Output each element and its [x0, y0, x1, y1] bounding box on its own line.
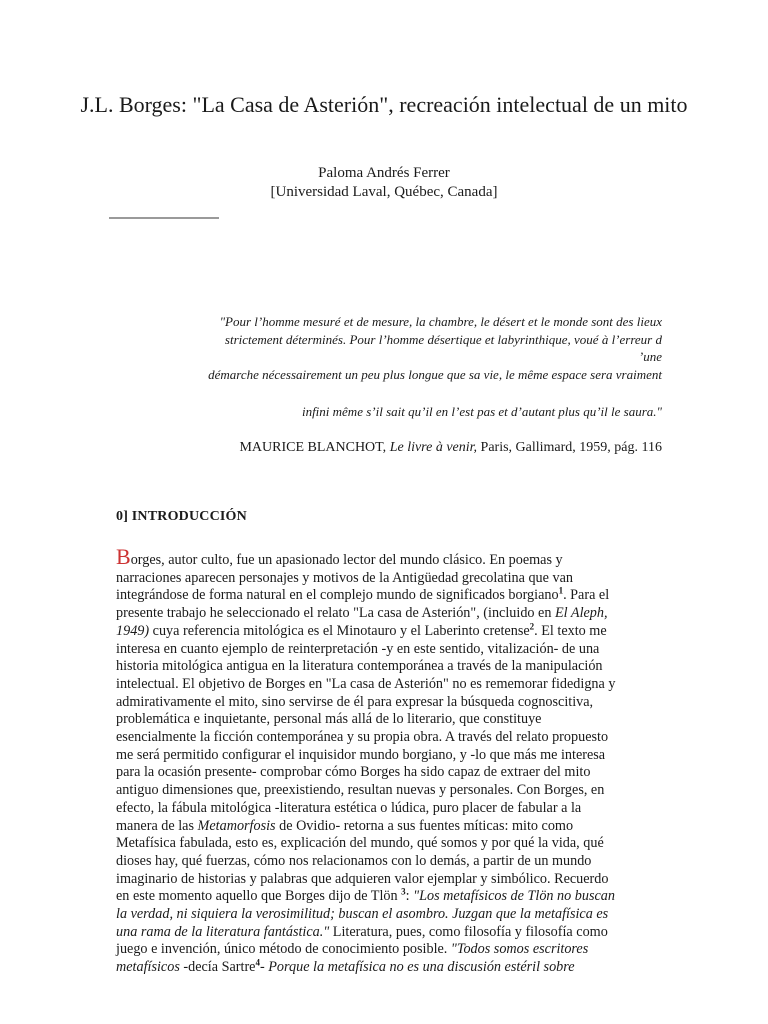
- book-year: 1949): [116, 622, 150, 639]
- epigraph-line: infini même s’il sait qu’il en l’est pas et d’autant plus qu’il le saura.": [301, 404, 662, 419]
- text-segment: orges, autor culto, fue un apasionado lector del mundo clásico. En poemas y: [130, 552, 563, 568]
- book-title: Metamorfosis: [197, 817, 276, 834]
- drop-cap: B: [116, 544, 131, 569]
- text-line: para la ocasión presente- comprobar cómo Borges ha sido capaz de extraer del mito: [116, 764, 591, 781]
- text-line: intelectual. El objetivo de Borges en "La casa de Asterión" no es rememorar fidedigna y: [116, 675, 616, 692]
- text-segment: . El texto me: [534, 622, 607, 639]
- text-line: dioses hay, qué fuerzas, cómo nos relacionamos con lo demás, a partir de un mundo: [116, 852, 592, 869]
- text-line: narraciones aparecen personajes y motivos de la Antigüedad grecolatina que van: [116, 569, 573, 586]
- separator-rule: [109, 217, 219, 219]
- epigraph-line: ’une: [638, 349, 662, 364]
- text-line: [116, 623, 664, 641]
- text-segment: juego e invención, único método de conocimiento posible.: [116, 941, 451, 958]
- footnote-ref-1[interactable]: 1: [558, 585, 564, 596]
- text-line: [116, 941, 664, 959]
- quote-text: "Los metafísicos de Tlön no buscan: [413, 888, 615, 905]
- text-segment: :: [405, 888, 414, 905]
- text-segment: -: [259, 959, 269, 976]
- book-title: El Aleph,: [555, 605, 608, 622]
- text-segment: presente trabajo he seleccionado el relato "La casa de Asterión", (incluido en: [116, 605, 555, 622]
- footnote-ref-3[interactable]: 3: [401, 886, 406, 897]
- text-segment: de Ovidio- retorna a sus fuentes míticas: mito como: [275, 817, 574, 834]
- text-line: [116, 959, 664, 977]
- text-line: [116, 888, 664, 906]
- text-line: historia mitológica antigua en la literatura contemporánea a través de la manipulación: [116, 658, 603, 675]
- text-line: antiguo dimensiones que, preexistiendo, resultan nuevas y personales. Con Borges, en: [116, 782, 605, 799]
- text-line: esencialmente la ficción contemporánea y su propia obra. A través del relato propuesto: [116, 729, 609, 746]
- text-line: [116, 924, 664, 942]
- text-line: [116, 906, 664, 924]
- text-line: problemática e inquietante, personal más allá de lo literario, que constituye: [116, 711, 542, 728]
- source-work: Le livre à venir,: [389, 440, 478, 455]
- text-line: [116, 605, 664, 623]
- text-segment: . Para el: [563, 587, 610, 604]
- text-segment: cuya referencia mitológica es el Minotauro y el Laberinto cretense: [149, 622, 530, 639]
- text-line: imaginario de historias y palabras que adquieren valor ejemplar y simbólico. Recuerdo: [116, 870, 609, 887]
- source-publication: Paris, Gallimard, 1959, pág. 116: [480, 440, 662, 455]
- text-segment: Literatura, pues, como filosofía y filosofía como: [329, 923, 608, 940]
- epigraph-source: [239, 439, 662, 457]
- epigraph-line: "Pour l’homme mesuré et de mesure, la chambre, le désert et le monde sont des lieux: [219, 314, 662, 329]
- text-segment: integrándose de forma natural en el complejo mundo de significados borgiano: [116, 587, 559, 604]
- text-segment: -decía Sartre: [179, 959, 256, 976]
- footnote-ref-2[interactable]: 2: [529, 621, 535, 632]
- text-line: [116, 587, 664, 605]
- epigraph-line: démarche nécessairement un peu plus longue que sa vie, le même espace sera vraiment: [208, 367, 662, 382]
- text-line: interesa en cuanto ejemplo de reinterpretación -y en este sentido, vitalización- de una: [116, 640, 600, 657]
- text-line: [116, 818, 664, 836]
- quote-text: una rama de la literatura fantástica.": [116, 923, 330, 940]
- author-name: Paloma Andrés Ferrer: [318, 165, 450, 181]
- author-affiliation: [Universidad Laval, Québec, Canada]: [270, 184, 498, 200]
- section-heading: 0] INTRODUCCIÓN: [116, 509, 247, 524]
- text-line: admirativamente el mito, sino servirse de él para expresar la búsqueda cognoscitiva,: [116, 693, 594, 710]
- article-title: J.L. Borges: "La Casa de Asterión", recreación intelectual de un mito: [80, 92, 688, 117]
- quote-text: la verdad, ni siquiera la verosimilitud; buscan el asombro. Juzgan que la metafísica es: [116, 906, 609, 923]
- text-segment: en este momento aquello que Borges dijo de Tlön: [116, 888, 402, 905]
- text-line: me será permitido configurar el inquisidor mundo borgiano, y -lo que más me interesa: [116, 746, 606, 763]
- text-line: efecto, la fábula mitológica -literatura estética o lúdica, puro placer de fabular a la: [116, 799, 582, 816]
- text-line: [116, 544, 664, 570]
- source-author: MAURICE BLANCHOT,: [239, 440, 387, 455]
- body-paragraph: [116, 544, 664, 977]
- quote-text: "Todos somos escritores: [450, 941, 589, 958]
- quote-text: Porque la metafísica no es una discusión estéril sobre: [268, 959, 575, 976]
- epigraph-line: strictement déterminés. Pour l’homme désertique et labyrinthique, voué à l’erreur d: [224, 332, 662, 347]
- footnote-ref-4[interactable]: 4: [255, 957, 260, 968]
- text-line: Metafísica fabulada, esto es, explicación del mundo, qué somos y por qué la vida, qué: [116, 835, 604, 852]
- text-segment: manera de las: [116, 817, 198, 834]
- quote-text: metafísicos: [116, 959, 180, 976]
